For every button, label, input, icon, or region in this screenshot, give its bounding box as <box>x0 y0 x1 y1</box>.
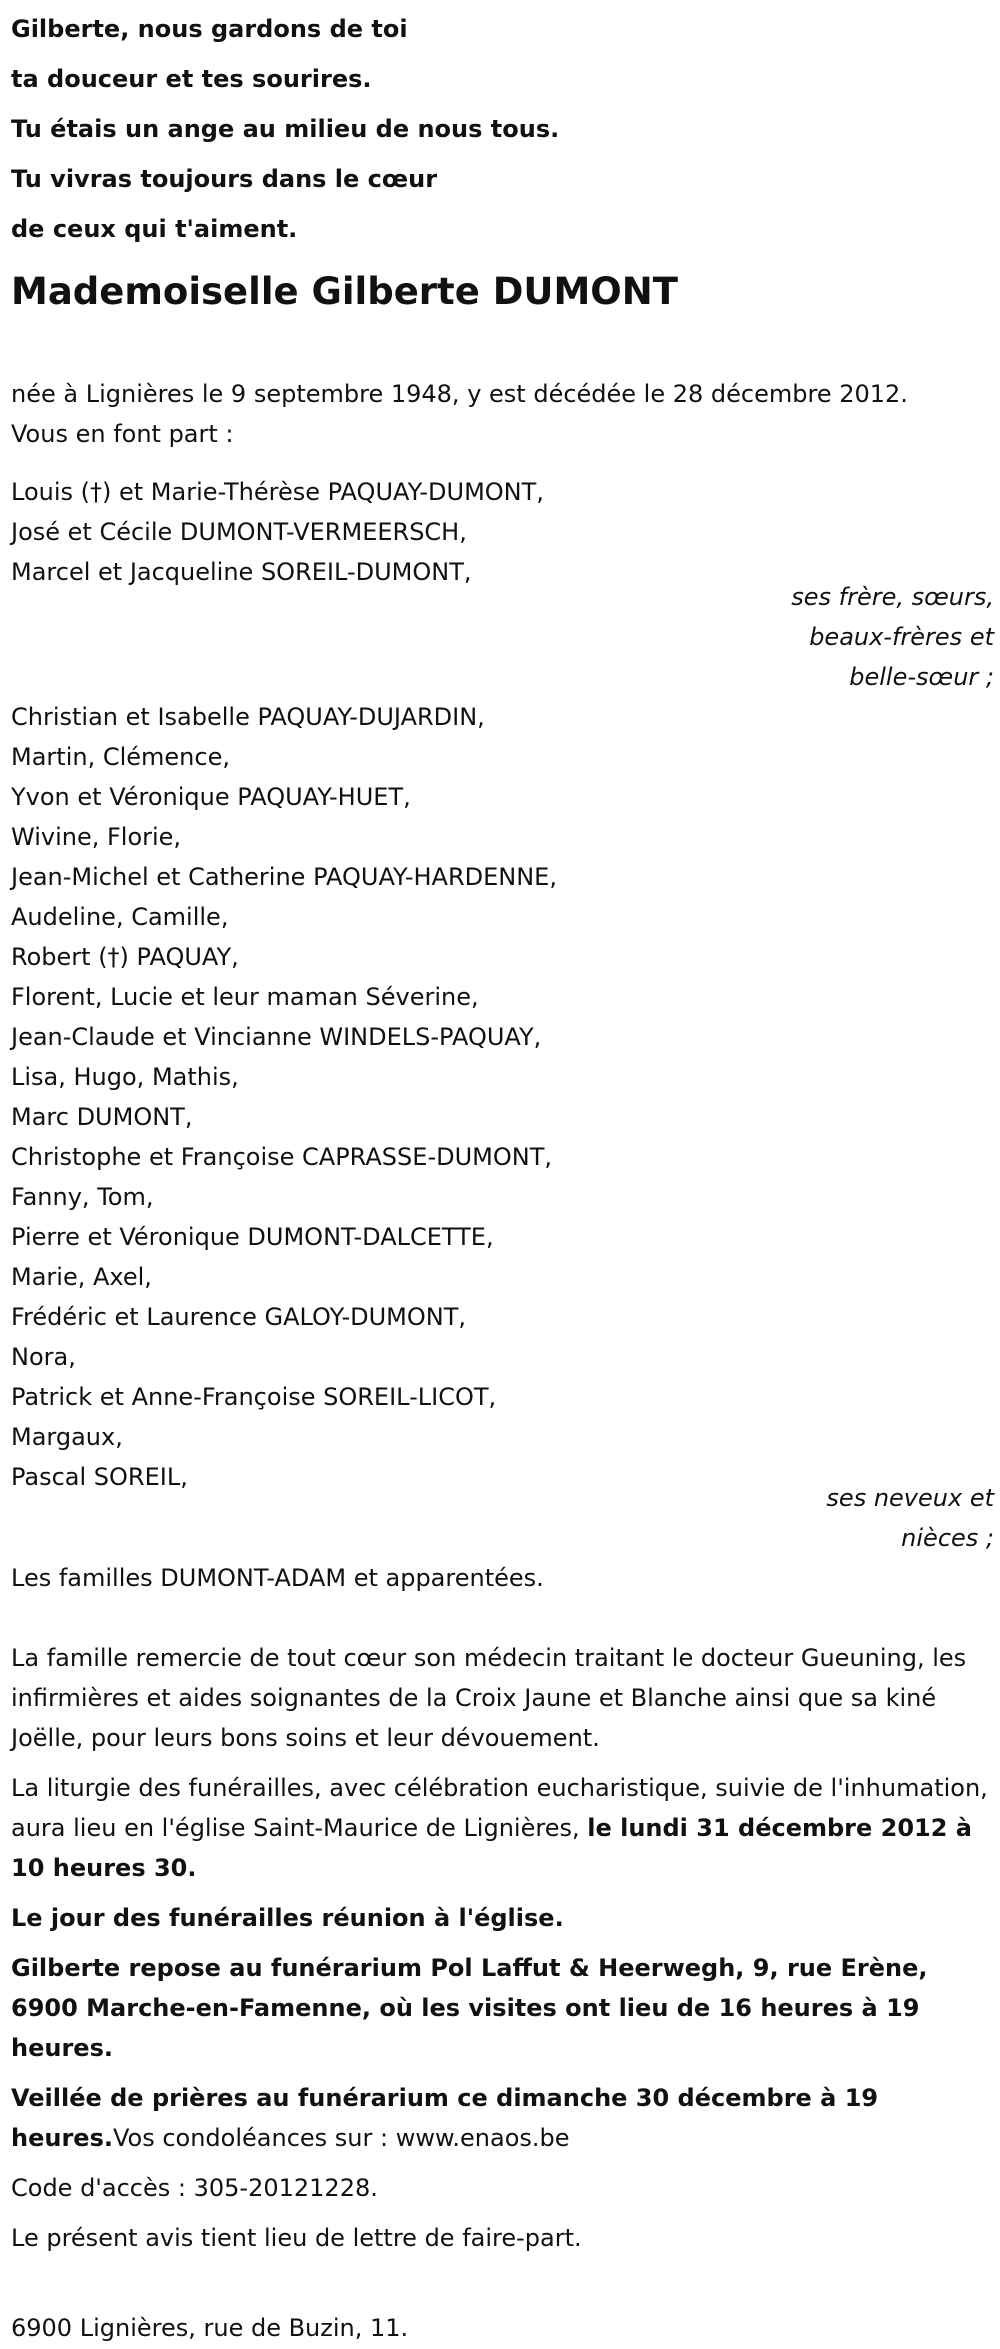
family-member-line: Marc DUMONT, <box>11 1103 193 1131</box>
relation-line: nièces ; <box>901 1524 994 1552</box>
poem-line: Tu vivras toujours dans le cœur <box>11 165 438 193</box>
family-member-line: Audeline, Camille, <box>11 903 229 931</box>
intro-block <box>11 374 996 454</box>
family-member-line: Nora, <box>11 1343 76 1371</box>
families-block <box>11 1558 996 1598</box>
family-member-line: Frédéric et Laurence GALOY-DUMONT, <box>11 1303 466 1331</box>
poem-line: Gilberte, nous gardons de toi <box>11 15 408 43</box>
family-member-line: Marcel et Jacqueline SOREIL-DUMONT, <box>11 558 472 586</box>
relation-line: beaux-frères et <box>809 623 994 651</box>
family-member-line: Jean-Claude et Vincianne WINDELS-PAQUAY, <box>11 1023 542 1051</box>
family-member-line: Lisa, Hugo, Mathis, <box>11 1063 239 1091</box>
family-member-line: Jean-Michel et Catherine PAQUAY-HARDENNE, <box>11 863 557 891</box>
vigil-paragraph <box>11 2078 996 2158</box>
family-member-line: Christophe et Françoise CAPRASSE-DUMONT, <box>11 1143 552 1171</box>
condolences-text: Vos condoléances sur : www.enaos.be <box>112 2124 570 2152</box>
poem <box>11 4 559 254</box>
announce-intro: Vous en font part : <box>11 420 234 448</box>
relation-line: ses neveux et <box>826 1484 994 1512</box>
family-member-line: José et Cécile DUMONT-VERMEERSCH, <box>11 518 467 546</box>
vigil-text: Veillée de prières au funérarium ce dimanche 30 décembre à 19 heures. <box>11 2084 879 2152</box>
poem-line: Tu étais un ange au milieu de nous tous. <box>11 115 560 143</box>
family-member-line: Christian et Isabelle PAQUAY-DUJARDIN, <box>11 703 485 731</box>
nephews-relation <box>826 1478 994 1558</box>
deceased-name: Mademoiselle Gilberte DUMONT <box>11 270 678 313</box>
details-block <box>11 1638 996 2348</box>
liturgy-paragraph <box>11 1768 996 1888</box>
reunion-line: Le jour des funérailles réunion à l'église. <box>11 1904 564 1932</box>
liturgy-text: La liturgie des funérailles, avec célébration eucharistique, suivie de l'inhumation, aura lieu en l'église Saint-Maurice de Lignières, <box>11 1774 988 1842</box>
family-member-line: Louis (†) et Marie-Thérèse PAQUAY-DUMONT, <box>11 478 544 506</box>
reposes-paragraph: Gilberte repose au funérarium Pol Laffut & Heerwegh, 9, rue Erène, 6900 Marche-en-Famenne, où les visites ont lieu de 16 heures à 19 heures. <box>11 1954 928 2062</box>
family-member-line: Pascal SOREIL, <box>11 1463 188 1491</box>
families-line: Les familles DUMONT-ADAM et apparentées. <box>11 1564 544 1592</box>
family-member-line: Yvon et Véronique PAQUAY-HUET, <box>11 783 411 811</box>
family-member-line: Marie, Axel, <box>11 1263 152 1291</box>
family-member-line: Pierre et Véronique DUMONT-DALCETTE, <box>11 1223 494 1251</box>
family-member-line: Fanny, Tom, <box>11 1183 154 1211</box>
family-member-line: Florent, Lucie et leur maman Séverine, <box>11 983 479 1011</box>
siblings-relation <box>791 577 994 697</box>
relation-line: belle-sœur ; <box>849 663 994 691</box>
thanks-paragraph: La famille remercie de tout cœur son médecin traitant le docteur Gueuning, les infirmières et aides soignantes de la Croix Jaune et Blanche ainsi que sa kiné Joëlle, pour leurs bons soins et leur dévouement. <box>11 1644 967 1752</box>
family-member-line: Robert (†) PAQUAY, <box>11 943 239 971</box>
poem-line: de ceux qui t'aiment. <box>11 215 298 243</box>
family-member-line: Patrick et Anne-Françoise SOREIL-LICOT, <box>11 1383 497 1411</box>
poem-line: ta douceur et tes sourires. <box>11 65 372 93</box>
birth-death-line: née à Lignières le 9 septembre 1948, y est décédée le 28 décembre 2012. <box>11 380 908 408</box>
family-member-line: Margaux, <box>11 1423 123 1451</box>
relation-line: ses frère, sœurs, <box>791 583 994 611</box>
notice-line: Le présent avis tient lieu de lettre de faire-part. <box>11 2224 582 2252</box>
access-code-line: Code d'accès : 305-20121228. <box>11 2174 378 2202</box>
nephews-list <box>11 697 996 1497</box>
family-member-line: Martin, Clémence, <box>11 743 230 771</box>
siblings-list <box>11 472 996 592</box>
family-member-line: Wivine, Florie, <box>11 823 182 851</box>
liturgy-date: le lundi 31 décembre 2012 à 10 heures 30. <box>11 1814 972 1882</box>
address-line: 6900 Lignières, rue de Buzin, 11. <box>11 2314 409 2342</box>
